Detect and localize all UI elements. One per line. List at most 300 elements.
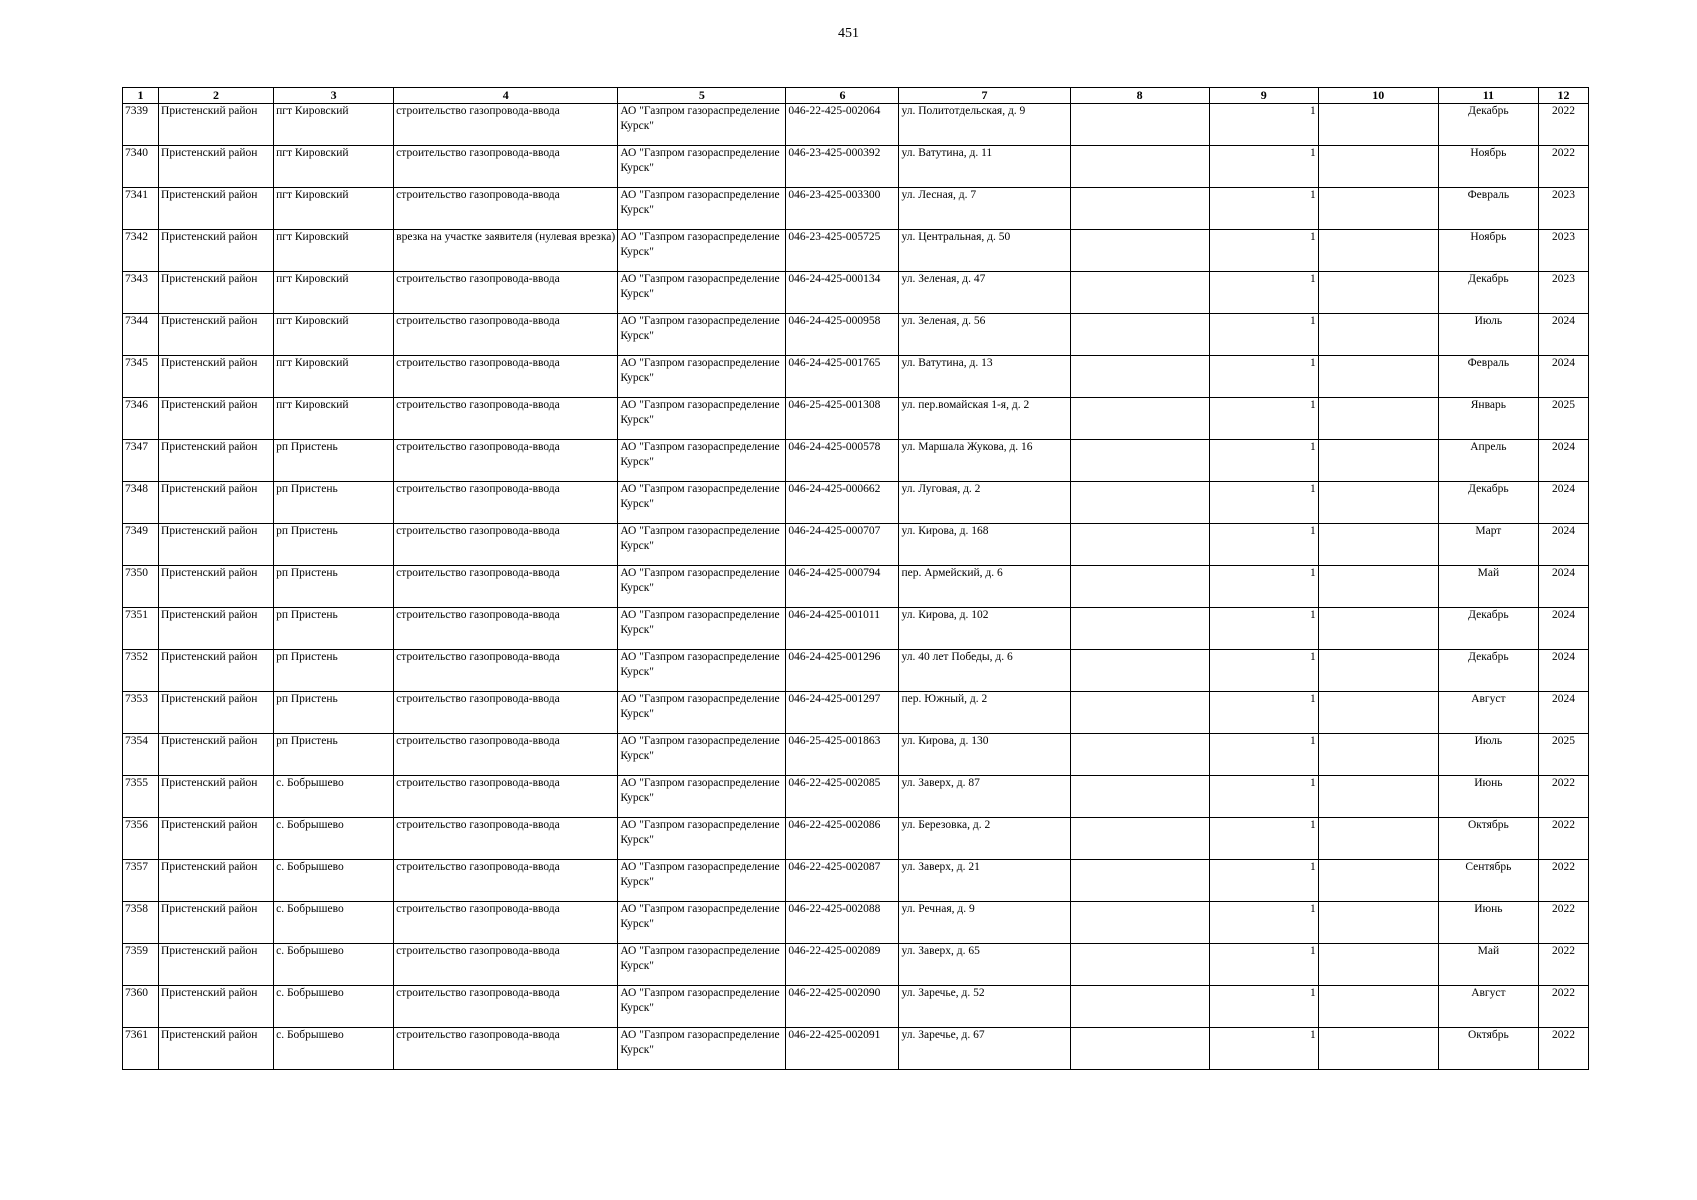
table-row xyxy=(123,650,1589,692)
organization-cell: АО "Газпром газораспределение Курск" xyxy=(618,1028,786,1070)
column-8-cell xyxy=(1070,818,1209,860)
settlement-cell: пгт Кировский xyxy=(274,188,394,230)
column-8-cell xyxy=(1070,692,1209,734)
row-number-cell: 7339 xyxy=(123,104,159,146)
year-cell: 2022 xyxy=(1538,902,1588,944)
work-type-cell: строительство газопровода-ввода xyxy=(394,650,618,692)
row-number-cell: 7345 xyxy=(123,356,159,398)
registry-table xyxy=(122,87,1589,1070)
month-cell: Декабрь xyxy=(1438,608,1538,650)
column-header: 9 xyxy=(1209,88,1318,104)
settlement-cell: пгт Кировский xyxy=(274,146,394,188)
settlement-cell: с. Бобрышево xyxy=(274,986,394,1028)
district-cell: Пристенский район xyxy=(159,440,274,482)
organization-cell: АО "Газпром газораспределение Курск" xyxy=(618,356,786,398)
year-cell: 2024 xyxy=(1538,692,1588,734)
work-type-cell: строительство газопровода-ввода xyxy=(394,272,618,314)
organization-cell: АО "Газпром газораспределение Курск" xyxy=(618,902,786,944)
application-code-cell: 046-24-425-001011 xyxy=(786,608,899,650)
application-code-cell: 046-22-425-002091 xyxy=(786,1028,899,1070)
organization-cell: АО "Газпром газораспределение Курск" xyxy=(618,188,786,230)
row-number-cell: 7344 xyxy=(123,314,159,356)
quantity-cell: 1 xyxy=(1209,566,1318,608)
district-cell: Пристенский район xyxy=(159,314,274,356)
month-cell: Декабрь xyxy=(1438,272,1538,314)
row-number-cell: 7354 xyxy=(123,734,159,776)
quantity-cell: 1 xyxy=(1209,650,1318,692)
year-cell: 2022 xyxy=(1538,104,1588,146)
work-type-cell: строительство газопровода-ввода xyxy=(394,1028,618,1070)
settlement-cell: пгт Кировский xyxy=(274,272,394,314)
quantity-cell: 1 xyxy=(1209,734,1318,776)
row-number-cell: 7359 xyxy=(123,944,159,986)
address-cell: ул. Ватутина, д. 11 xyxy=(899,146,1070,188)
quantity-cell: 1 xyxy=(1209,818,1318,860)
settlement-cell: пгт Кировский xyxy=(274,398,394,440)
header-row xyxy=(123,88,1589,104)
district-cell: Пристенский район xyxy=(159,188,274,230)
quantity-cell: 1 xyxy=(1209,902,1318,944)
district-cell: Пристенский район xyxy=(159,776,274,818)
quantity-cell: 1 xyxy=(1209,314,1318,356)
month-cell: Декабрь xyxy=(1438,650,1538,692)
district-cell: Пристенский район xyxy=(159,692,274,734)
column-10-cell xyxy=(1318,986,1438,1028)
table-row xyxy=(123,860,1589,902)
address-cell: ул. Заречье, д. 67 xyxy=(899,1028,1070,1070)
month-cell: Апрель xyxy=(1438,440,1538,482)
column-8-cell xyxy=(1070,524,1209,566)
quantity-cell: 1 xyxy=(1209,776,1318,818)
quantity-cell: 1 xyxy=(1209,692,1318,734)
application-code-cell: 046-22-425-002087 xyxy=(786,860,899,902)
district-cell: Пристенский район xyxy=(159,902,274,944)
work-type-cell: строительство газопровода-ввода xyxy=(394,986,618,1028)
district-cell: Пристенский район xyxy=(159,398,274,440)
year-cell: 2023 xyxy=(1538,272,1588,314)
work-type-cell: врезка на участке заявителя (нулевая врезка) xyxy=(394,230,618,272)
month-cell: Май xyxy=(1438,944,1538,986)
year-cell: 2024 xyxy=(1538,650,1588,692)
district-cell: Пристенский район xyxy=(159,734,274,776)
table-row xyxy=(123,776,1589,818)
column-8-cell xyxy=(1070,482,1209,524)
address-cell: ул. Заверх, д. 21 xyxy=(899,860,1070,902)
year-cell: 2024 xyxy=(1538,482,1588,524)
work-type-cell: строительство газопровода-ввода xyxy=(394,482,618,524)
quantity-cell: 1 xyxy=(1209,398,1318,440)
month-cell: Декабрь xyxy=(1438,482,1538,524)
organization-cell: АО "Газпром газораспределение Курск" xyxy=(618,734,786,776)
column-header: 3 xyxy=(274,88,394,104)
column-8-cell xyxy=(1070,734,1209,776)
year-cell: 2022 xyxy=(1538,986,1588,1028)
table-row xyxy=(123,398,1589,440)
year-cell: 2024 xyxy=(1538,524,1588,566)
settlement-cell: с. Бобрышево xyxy=(274,776,394,818)
address-cell: ул. Зеленая, д. 56 xyxy=(899,314,1070,356)
column-10-cell xyxy=(1318,482,1438,524)
row-number-cell: 7357 xyxy=(123,860,159,902)
table-row xyxy=(123,818,1589,860)
work-type-cell: строительство газопровода-ввода xyxy=(394,734,618,776)
work-type-cell: строительство газопровода-ввода xyxy=(394,314,618,356)
year-cell: 2024 xyxy=(1538,314,1588,356)
organization-cell: АО "Газпром газораспределение Курск" xyxy=(618,146,786,188)
table-row xyxy=(123,902,1589,944)
application-code-cell: 046-24-425-000578 xyxy=(786,440,899,482)
column-10-cell xyxy=(1318,398,1438,440)
month-cell: Январь xyxy=(1438,398,1538,440)
column-10-cell xyxy=(1318,608,1438,650)
year-cell: 2022 xyxy=(1538,146,1588,188)
table-row xyxy=(123,272,1589,314)
column-header: 8 xyxy=(1070,88,1209,104)
organization-cell: АО "Газпром газораспределение Курск" xyxy=(618,566,786,608)
quantity-cell: 1 xyxy=(1209,230,1318,272)
column-10-cell xyxy=(1318,314,1438,356)
column-header: 7 xyxy=(899,88,1070,104)
district-cell: Пристенский район xyxy=(159,524,274,566)
work-type-cell: строительство газопровода-ввода xyxy=(394,398,618,440)
row-number-cell: 7351 xyxy=(123,608,159,650)
work-type-cell: строительство газопровода-ввода xyxy=(394,524,618,566)
row-number-cell: 7360 xyxy=(123,986,159,1028)
work-type-cell: строительство газопровода-ввода xyxy=(394,776,618,818)
column-header: 5 xyxy=(618,88,786,104)
column-8-cell xyxy=(1070,566,1209,608)
organization-cell: АО "Газпром газораспределение Курск" xyxy=(618,314,786,356)
address-cell: ул. Речная, д. 9 xyxy=(899,902,1070,944)
work-type-cell: строительство газопровода-ввода xyxy=(394,608,618,650)
work-type-cell: строительство газопровода-ввода xyxy=(394,944,618,986)
district-cell: Пристенский район xyxy=(159,818,274,860)
year-cell: 2023 xyxy=(1538,188,1588,230)
quantity-cell: 1 xyxy=(1209,356,1318,398)
table-row xyxy=(123,692,1589,734)
district-cell: Пристенский район xyxy=(159,650,274,692)
application-code-cell: 046-23-425-003300 xyxy=(786,188,899,230)
district-cell: Пристенский район xyxy=(159,608,274,650)
row-number-cell: 7356 xyxy=(123,818,159,860)
application-code-cell: 046-23-425-005725 xyxy=(786,230,899,272)
column-10-cell xyxy=(1318,818,1438,860)
address-cell: ул. Маршала Жукова, д. 16 xyxy=(899,440,1070,482)
year-cell: 2023 xyxy=(1538,230,1588,272)
table-row xyxy=(123,146,1589,188)
organization-cell: АО "Газпром газораспределение Курск" xyxy=(618,818,786,860)
table-row xyxy=(123,734,1589,776)
application-code-cell: 046-24-425-000134 xyxy=(786,272,899,314)
settlement-cell: пгт Кировский xyxy=(274,104,394,146)
address-cell: ул. Кирова, д. 130 xyxy=(899,734,1070,776)
work-type-cell: строительство газопровода-ввода xyxy=(394,818,618,860)
column-8-cell xyxy=(1070,650,1209,692)
organization-cell: АО "Газпром газораспределение Курск" xyxy=(618,860,786,902)
column-10-cell xyxy=(1318,230,1438,272)
month-cell: Июль xyxy=(1438,314,1538,356)
column-10-cell xyxy=(1318,734,1438,776)
table-row xyxy=(123,944,1589,986)
organization-cell: АО "Газпром газораспределение Курск" xyxy=(618,104,786,146)
organization-cell: АО "Газпром газораспределение Курск" xyxy=(618,524,786,566)
table-row xyxy=(123,1028,1589,1070)
row-number-cell: 7361 xyxy=(123,1028,159,1070)
settlement-cell: пгт Кировский xyxy=(274,230,394,272)
row-number-cell: 7346 xyxy=(123,398,159,440)
column-8-cell xyxy=(1070,146,1209,188)
application-code-cell: 046-24-425-000794 xyxy=(786,566,899,608)
work-type-cell: строительство газопровода-ввода xyxy=(394,356,618,398)
application-code-cell: 046-22-425-002089 xyxy=(786,944,899,986)
column-header: 2 xyxy=(159,88,274,104)
column-10-cell xyxy=(1318,356,1438,398)
column-header: 4 xyxy=(394,88,618,104)
column-header: 10 xyxy=(1318,88,1438,104)
month-cell: Февраль xyxy=(1438,356,1538,398)
row-number-cell: 7350 xyxy=(123,566,159,608)
quantity-cell: 1 xyxy=(1209,440,1318,482)
month-cell: Февраль xyxy=(1438,188,1538,230)
organization-cell: АО "Газпром газораспределение Курск" xyxy=(618,230,786,272)
address-cell: ул. 40 лет Победы, д. 6 xyxy=(899,650,1070,692)
table-row xyxy=(123,230,1589,272)
quantity-cell: 1 xyxy=(1209,524,1318,566)
organization-cell: АО "Газпром газораспределение Курск" xyxy=(618,272,786,314)
organization-cell: АО "Газпром газораспределение Курск" xyxy=(618,986,786,1028)
year-cell: 2022 xyxy=(1538,776,1588,818)
application-code-cell: 046-24-425-001765 xyxy=(786,356,899,398)
district-cell: Пристенский район xyxy=(159,566,274,608)
column-10-cell xyxy=(1318,650,1438,692)
work-type-cell: строительство газопровода-ввода xyxy=(394,566,618,608)
settlement-cell: пгт Кировский xyxy=(274,314,394,356)
district-cell: Пристенский район xyxy=(159,146,274,188)
table-row xyxy=(123,104,1589,146)
column-10-cell xyxy=(1318,776,1438,818)
table-row xyxy=(123,608,1589,650)
month-cell: Июль xyxy=(1438,734,1538,776)
row-number-cell: 7349 xyxy=(123,524,159,566)
month-cell: Март xyxy=(1438,524,1538,566)
column-10-cell xyxy=(1318,188,1438,230)
quantity-cell: 1 xyxy=(1209,944,1318,986)
table-row xyxy=(123,524,1589,566)
column-8-cell xyxy=(1070,272,1209,314)
settlement-cell: с. Бобрышево xyxy=(274,902,394,944)
column-8-cell xyxy=(1070,104,1209,146)
row-number-cell: 7347 xyxy=(123,440,159,482)
month-cell: Ноябрь xyxy=(1438,146,1538,188)
district-cell: Пристенский район xyxy=(159,944,274,986)
settlement-cell: с. Бобрышево xyxy=(274,1028,394,1070)
row-number-cell: 7358 xyxy=(123,902,159,944)
organization-cell: АО "Газпром газораспределение Курск" xyxy=(618,944,786,986)
settlement-cell: с. Бобрышево xyxy=(274,860,394,902)
settlement-cell: пгт Кировский xyxy=(274,356,394,398)
organization-cell: АО "Газпром газораспределение Курск" xyxy=(618,650,786,692)
column-8-cell xyxy=(1070,608,1209,650)
month-cell: Октябрь xyxy=(1438,818,1538,860)
page-number: 451 xyxy=(838,26,859,41)
settlement-cell: рп Пристень xyxy=(274,440,394,482)
address-cell: ул. пер.вомайская 1-я, д. 2 xyxy=(899,398,1070,440)
address-cell: ул. Лесная, д. 7 xyxy=(899,188,1070,230)
settlement-cell: рп Пристень xyxy=(274,608,394,650)
organization-cell: АО "Газпром газораспределение Курск" xyxy=(618,692,786,734)
district-cell: Пристенский район xyxy=(159,356,274,398)
quantity-cell: 1 xyxy=(1209,986,1318,1028)
work-type-cell: строительство газопровода-ввода xyxy=(394,188,618,230)
application-code-cell: 046-22-425-002086 xyxy=(786,818,899,860)
column-10-cell xyxy=(1318,146,1438,188)
table-row xyxy=(123,356,1589,398)
settlement-cell: рп Пристень xyxy=(274,566,394,608)
column-8-cell xyxy=(1070,986,1209,1028)
row-number-cell: 7340 xyxy=(123,146,159,188)
organization-cell: АО "Газпром газораспределение Курск" xyxy=(618,608,786,650)
district-cell: Пристенский район xyxy=(159,1028,274,1070)
month-cell: Май xyxy=(1438,566,1538,608)
row-number-cell: 7341 xyxy=(123,188,159,230)
column-8-cell xyxy=(1070,902,1209,944)
quantity-cell: 1 xyxy=(1209,860,1318,902)
row-number-cell: 7343 xyxy=(123,272,159,314)
year-cell: 2022 xyxy=(1538,944,1588,986)
column-8-cell xyxy=(1070,860,1209,902)
organization-cell: АО "Газпром газораспределение Курск" xyxy=(618,440,786,482)
month-cell: Июнь xyxy=(1438,902,1538,944)
application-code-cell: 046-24-425-001296 xyxy=(786,650,899,692)
district-cell: Пристенский район xyxy=(159,272,274,314)
table-row xyxy=(123,482,1589,524)
column-header: 12 xyxy=(1538,88,1588,104)
application-code-cell: 046-22-425-002064 xyxy=(786,104,899,146)
month-cell: Август xyxy=(1438,986,1538,1028)
application-code-cell: 046-24-425-000707 xyxy=(786,524,899,566)
district-cell: Пристенский район xyxy=(159,860,274,902)
work-type-cell: строительство газопровода-ввода xyxy=(394,692,618,734)
column-8-cell xyxy=(1070,1028,1209,1070)
row-number-cell: 7342 xyxy=(123,230,159,272)
address-cell: ул. Кирова, д. 168 xyxy=(899,524,1070,566)
address-cell: ул. Заверх, д. 65 xyxy=(899,944,1070,986)
year-cell: 2025 xyxy=(1538,734,1588,776)
month-cell: Сентябрь xyxy=(1438,860,1538,902)
year-cell: 2022 xyxy=(1538,1028,1588,1070)
organization-cell: АО "Газпром газораспределение Курск" xyxy=(618,482,786,524)
application-code-cell: 046-22-425-002088 xyxy=(786,902,899,944)
column-8-cell xyxy=(1070,398,1209,440)
address-cell: ул. Заречье, д. 52 xyxy=(899,986,1070,1028)
address-cell: ул. Кирова, д. 102 xyxy=(899,608,1070,650)
column-8-cell xyxy=(1070,944,1209,986)
quantity-cell: 1 xyxy=(1209,146,1318,188)
year-cell: 2024 xyxy=(1538,356,1588,398)
application-code-cell: 046-25-425-001308 xyxy=(786,398,899,440)
column-8-cell xyxy=(1070,230,1209,272)
settlement-cell: рп Пристень xyxy=(274,650,394,692)
table-row xyxy=(123,566,1589,608)
table-row xyxy=(123,314,1589,356)
address-cell: пер. Армейский, д. 6 xyxy=(899,566,1070,608)
year-cell: 2022 xyxy=(1538,818,1588,860)
address-cell: пер. Южный, д. 2 xyxy=(899,692,1070,734)
table-row xyxy=(123,188,1589,230)
district-cell: Пристенский район xyxy=(159,482,274,524)
work-type-cell: строительство газопровода-ввода xyxy=(394,104,618,146)
application-code-cell: 046-22-425-002085 xyxy=(786,776,899,818)
settlement-cell: рп Пристень xyxy=(274,734,394,776)
settlement-cell: рп Пристень xyxy=(274,692,394,734)
district-cell: Пристенский район xyxy=(159,986,274,1028)
application-code-cell: 046-25-425-001863 xyxy=(786,734,899,776)
district-cell: Пристенский район xyxy=(159,104,274,146)
row-number-cell: 7352 xyxy=(123,650,159,692)
address-cell: ул. Зеленая, д. 47 xyxy=(899,272,1070,314)
settlement-cell: рп Пристень xyxy=(274,482,394,524)
address-cell: ул. Луговая, д. 2 xyxy=(899,482,1070,524)
column-10-cell xyxy=(1318,1028,1438,1070)
column-header: 6 xyxy=(786,88,899,104)
work-type-cell: строительство газопровода-ввода xyxy=(394,860,618,902)
address-cell: ул. Центральная, д. 50 xyxy=(899,230,1070,272)
column-10-cell xyxy=(1318,692,1438,734)
quantity-cell: 1 xyxy=(1209,104,1318,146)
column-10-cell xyxy=(1318,860,1438,902)
quantity-cell: 1 xyxy=(1209,482,1318,524)
column-10-cell xyxy=(1318,944,1438,986)
district-cell: Пристенский район xyxy=(159,230,274,272)
year-cell: 2024 xyxy=(1538,608,1588,650)
year-cell: 2022 xyxy=(1538,860,1588,902)
settlement-cell: с. Бобрышево xyxy=(274,944,394,986)
column-10-cell xyxy=(1318,440,1438,482)
quantity-cell: 1 xyxy=(1209,1028,1318,1070)
organization-cell: АО "Газпром газораспределение Курск" xyxy=(618,398,786,440)
work-type-cell: строительство газопровода-ввода xyxy=(394,902,618,944)
address-cell: ул. Ватутина, д. 13 xyxy=(899,356,1070,398)
column-header: 11 xyxy=(1438,88,1538,104)
column-header: 1 xyxy=(123,88,159,104)
table-row xyxy=(123,986,1589,1028)
application-code-cell: 046-24-425-000958 xyxy=(786,314,899,356)
work-type-cell: строительство газопровода-ввода xyxy=(394,440,618,482)
month-cell: Ноябрь xyxy=(1438,230,1538,272)
organization-cell: АО "Газпром газораспределение Курск" xyxy=(618,776,786,818)
settlement-cell: рп Пристень xyxy=(274,524,394,566)
row-number-cell: 7348 xyxy=(123,482,159,524)
address-cell: ул. Политотдельская, д. 9 xyxy=(899,104,1070,146)
column-10-cell xyxy=(1318,902,1438,944)
year-cell: 2024 xyxy=(1538,440,1588,482)
column-8-cell xyxy=(1070,314,1209,356)
application-code-cell: 046-23-425-000392 xyxy=(786,146,899,188)
row-number-cell: 7355 xyxy=(123,776,159,818)
year-cell: 2024 xyxy=(1538,566,1588,608)
column-8-cell xyxy=(1070,356,1209,398)
month-cell: Декабрь xyxy=(1438,104,1538,146)
month-cell: Октябрь xyxy=(1438,1028,1538,1070)
month-cell: Июнь xyxy=(1438,776,1538,818)
address-cell: ул. Березовка, д. 2 xyxy=(899,818,1070,860)
quantity-cell: 1 xyxy=(1209,272,1318,314)
column-8-cell xyxy=(1070,440,1209,482)
column-8-cell xyxy=(1070,776,1209,818)
application-code-cell: 046-24-425-001297 xyxy=(786,692,899,734)
column-10-cell xyxy=(1318,272,1438,314)
address-cell: ул. Заверх, д. 87 xyxy=(899,776,1070,818)
